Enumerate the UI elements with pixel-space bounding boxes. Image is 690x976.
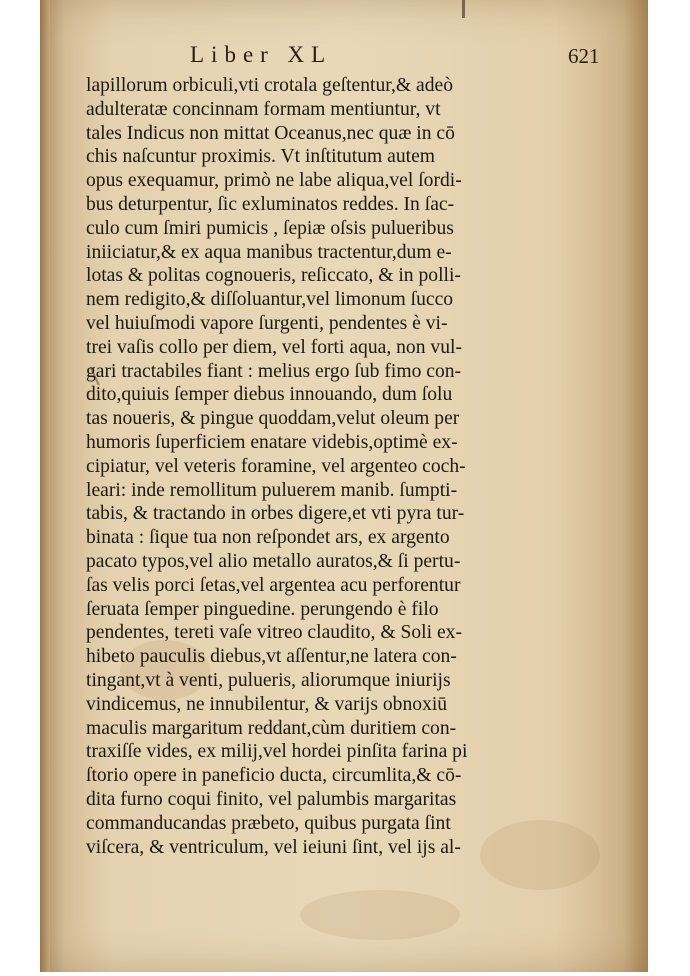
text-line: vel huiuſmodi vapore ſurgenti, pendentes è vi- [86,312,448,334]
text-line: trei vaſis collo per diem, vel forti aqua, non vul- [86,336,462,358]
text-line: pendentes, tereti vaſe vitreo claudito, & Soli ex- [86,622,462,644]
text-line: dito,quiuis ſemper diebus innouando, dum ſolu [86,384,453,406]
text-line: pacato typos,vel alio metallo auratos,& ſi pertu- [86,550,461,572]
text-line: humoris ſuperficiem enatare videbis,optimè ex- [86,431,458,453]
text-line: ſas velis porci ſetas,vel argentea acu perforentur [86,574,461,596]
page-number: 621 [568,44,600,68]
text-line: tabis, & tractando in orbes digere,et vti pyra tur- [86,503,465,525]
text-line: lapillorum orbiculi,vti crotala geſtentur,& adeò [86,75,454,96]
page-mark [462,0,465,18]
text-line: chis naſcuntur proximis. Vt inſtitutum autem [86,146,436,168]
text-line: opus exequamur, primò ne labe aliqua,vel ſordi- [86,170,462,192]
text-line: cipiatur, vel veteris foramine, vel argenteo coch- [86,455,466,477]
text-line: vindicemus, ne innubilentur, & varijs obnoxiū [86,693,448,715]
text-line: nem redigito,& diſſoluantur,vel limonum ſucco [86,289,454,311]
text-line: iniiciatur,& ex aqua manibus tractentur,dum e- [86,241,452,263]
text-line: lotas & politas cognoueris, reſiccato, & in polli- [86,265,461,287]
text-line: tingant,vt à venti, pulueris, aliorumque iniurijs [86,669,451,691]
text-line: ſtorio opere in paneficio ducta, circumlita,& cō- [86,765,462,787]
page-binding-edge [40,0,50,972]
text-line: maculis margaritum reddant,cùm duritiem con- [86,717,457,739]
text-line: viſcera, & ventriculum, vel ieiuni ſint, vel ijs al- [86,836,461,858]
text-line: ſeruata ſemper pinguedine. perungendo è filo [86,598,439,620]
text-line: gari tractabiles fiant : melius ergo ſub fimo con- [86,360,462,382]
text-line: culo cum ſmiri pumicis , ſepiæ oſsis pulueribus [86,217,454,239]
body-text [86,74,516,859]
paper-stain [300,890,460,940]
text-line: leari: inde remollitum puluerem manib. ſumpti- [86,479,458,501]
text-line: tales Indicus non mittat Oceanus,nec quæ in cō [86,122,455,144]
text-line: commanducandas præbeto, quibus purgata ſint [86,812,451,834]
text-line: dita furno coqui finito, vel palumbis margaritas [86,788,457,810]
text-line: binata : ſique tua non reſpondet ars, ex argento [86,527,450,549]
text-line: adulteratæ concinnam formam mentiuntur, vt [86,98,441,120]
text-line: tas noueris, & pingue quoddam,velut oleum per [86,408,460,430]
running-header: Liber XL [190,42,333,67]
text-line: bus deturpentur, ſic exluminatos reddes. In ſac- [86,193,455,215]
text-line: traxiſſe vides, ex milij,vel hordei pinſita farina pi [86,741,468,763]
text-line: hibeto pauculis diebus,vt aſſentur,ne latera con- [86,646,457,668]
